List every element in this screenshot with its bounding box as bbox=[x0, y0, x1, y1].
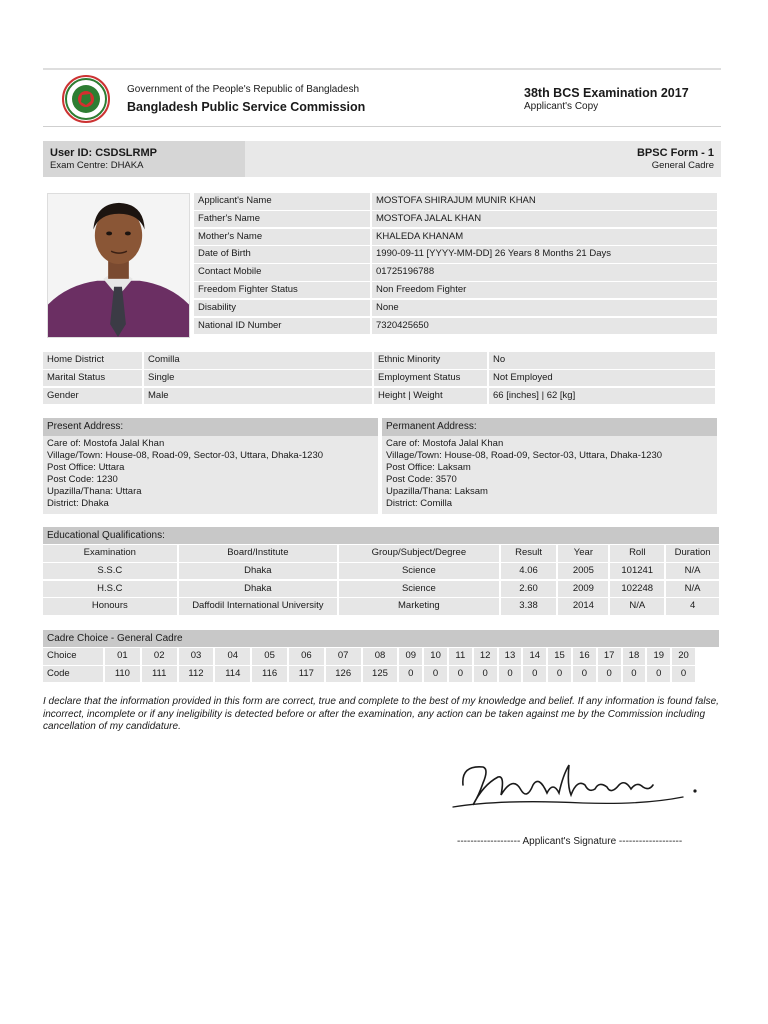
personal-row bbox=[194, 264, 717, 281]
education-column-header: Group/Subject/Degree bbox=[339, 545, 499, 562]
cadre-choice-row bbox=[43, 648, 719, 665]
permanent-address-line: Post Code: 3570 bbox=[386, 474, 457, 485]
exam-title: 38th BCS Examination 2017 bbox=[524, 86, 689, 100]
exam-centre: Exam Centre: DHAKA bbox=[50, 160, 144, 171]
personal-row bbox=[194, 211, 717, 228]
education-cell: 2009 bbox=[558, 581, 608, 598]
signature-label: ------------------- Applicant's Signature ------------------- bbox=[457, 836, 683, 847]
cadre-code-value: 111 bbox=[142, 666, 177, 683]
cadre-code-value: 126 bbox=[326, 666, 361, 683]
info-value: Comilla bbox=[144, 352, 372, 369]
government-name: Government of the People's Republic of Bangladesh bbox=[127, 84, 360, 95]
cadre-code-value: 0 bbox=[449, 666, 472, 683]
cadre-code-value: 110 bbox=[105, 666, 140, 683]
cadre-choice-number: 01 bbox=[105, 648, 140, 665]
cadre-code-value: 0 bbox=[672, 666, 695, 683]
cadre-choice-number: 03 bbox=[179, 648, 214, 665]
personal-details-table bbox=[194, 193, 717, 335]
form-info bbox=[637, 147, 714, 171]
cadre-choice-number: 16 bbox=[573, 648, 596, 665]
cadre-choice-number: 05 bbox=[252, 648, 287, 665]
education-cell: Marketing bbox=[339, 598, 499, 615]
info-label: Height | Weight bbox=[374, 388, 487, 405]
cadre-choice-number: 17 bbox=[598, 648, 621, 665]
cadre-choice-section bbox=[43, 630, 719, 684]
cadre-choice-number: 10 bbox=[424, 648, 447, 665]
info-label: Marital Status bbox=[43, 370, 142, 387]
education-cell: Daffodil International University bbox=[179, 598, 338, 615]
personal-row bbox=[194, 318, 717, 335]
info-row bbox=[43, 370, 717, 387]
present-address-line: District: Dhaka bbox=[47, 498, 109, 509]
cadre-choice-heading: Cadre Choice - General Cadre bbox=[43, 630, 719, 647]
copy-label: Applicant's Copy bbox=[524, 101, 599, 112]
personal-label: Date of Birth bbox=[194, 246, 370, 263]
info-value: Single bbox=[144, 370, 372, 387]
present-address-line: Care of: Mostofa Jalal Khan bbox=[47, 438, 165, 449]
personal-label: Freedom Fighter Status bbox=[194, 282, 370, 299]
cadre-code-value: 114 bbox=[215, 666, 250, 683]
info-label: Ethnic Minority bbox=[374, 352, 487, 369]
education-row bbox=[43, 563, 719, 580]
personal-value: MOSTOFA SHIRAJUM MUNIR KHAN bbox=[372, 193, 717, 210]
education-cell: 102248 bbox=[610, 581, 664, 598]
education-cell: 4.06 bbox=[501, 563, 557, 580]
cadre-code-value: 0 bbox=[573, 666, 596, 683]
form-number: BPSC Form - 1 bbox=[636, 147, 714, 159]
education-cell: 4 bbox=[666, 598, 719, 615]
cadre-code-value: 0 bbox=[598, 666, 621, 683]
education-cell: 101241 bbox=[610, 563, 664, 580]
education-header-row bbox=[43, 545, 719, 562]
education-column-header: Result bbox=[501, 545, 557, 562]
declaration-text: I declare that the information provided in this form are correct, true and complete to the best of my knowledge and belief. If any information is found false, incorrect, incomplete or if any ineligibility is detected before or after the examination, any action can be taken against me by the Commission including cancellation of my candidature. bbox=[43, 696, 719, 732]
personal-label: Father's Name bbox=[194, 211, 370, 228]
permanent-address-body bbox=[382, 436, 717, 512]
education-row bbox=[43, 598, 719, 615]
personal-row bbox=[194, 282, 717, 299]
cadre-choice-number: 19 bbox=[647, 648, 670, 665]
info-value: No bbox=[489, 352, 715, 369]
cadre-choice-number: 20 bbox=[672, 648, 695, 665]
education-cell: H.S.C bbox=[43, 581, 177, 598]
personal-value: 7320425650 bbox=[372, 318, 717, 335]
cadre-code-value: 0 bbox=[548, 666, 571, 683]
personal-value: Non Freedom Fighter bbox=[372, 282, 717, 299]
personal-label: Disability bbox=[194, 300, 370, 317]
education-heading: Educational Qualifications: bbox=[43, 527, 719, 544]
education-cell: 3.38 bbox=[501, 598, 557, 615]
applicant-signature bbox=[443, 755, 713, 820]
cadre-choice-number: 11 bbox=[449, 648, 472, 665]
personal-row bbox=[194, 246, 717, 263]
personal-value: None bbox=[372, 300, 717, 317]
education-cell: Science bbox=[339, 563, 499, 580]
education-cell: N/A bbox=[666, 581, 719, 598]
commission-name: Bangladesh Public Service Commission bbox=[127, 100, 366, 114]
permanent-address-line: District: Comilla bbox=[386, 498, 452, 509]
personal-row bbox=[194, 300, 717, 317]
education-column-header: Board/Institute bbox=[179, 545, 338, 562]
education-cell: Science bbox=[339, 581, 499, 598]
cadre-choice-number: 04 bbox=[215, 648, 250, 665]
info-label: Gender bbox=[43, 388, 142, 405]
cadre-code-value: 0 bbox=[499, 666, 522, 683]
personal-value: 01725196788 bbox=[372, 264, 717, 281]
cadre-choice-number: 12 bbox=[474, 648, 497, 665]
education-cell: 2014 bbox=[558, 598, 608, 615]
personal-row bbox=[194, 229, 717, 246]
cadre-choice-number: 14 bbox=[523, 648, 546, 665]
cadre-type: General Cadre bbox=[651, 160, 714, 171]
education-row bbox=[43, 581, 719, 598]
permanent-address-line: Care of: Mostofa Jalal Khan bbox=[386, 438, 504, 449]
info-value: Not Employed bbox=[489, 370, 715, 387]
present-address-line: Post Code: 1230 bbox=[47, 474, 118, 485]
cadre-code-value: 125 bbox=[363, 666, 398, 683]
applicant-photo bbox=[47, 193, 190, 338]
present-address-line: Post Office: Uttara bbox=[47, 462, 125, 473]
info-label: Home District bbox=[43, 352, 142, 369]
education-table bbox=[43, 545, 719, 615]
cadre-choice-number: 08 bbox=[363, 648, 398, 665]
cadre-choice-number: 18 bbox=[623, 648, 646, 665]
personal-value: MOSTOFA JALAL KHAN bbox=[372, 211, 717, 228]
education-column-header: Roll bbox=[610, 545, 664, 562]
info-row bbox=[43, 388, 717, 405]
cadre-choice-number: 07 bbox=[326, 648, 361, 665]
cadre-choice-number: 13 bbox=[499, 648, 522, 665]
personal-value: KHALEDA KHANAM bbox=[372, 229, 717, 246]
cadre-choice-number: 02 bbox=[142, 648, 177, 665]
permanent-address-line: Post Office: Laksam bbox=[386, 462, 471, 473]
cadre-code-row bbox=[43, 666, 719, 683]
personal-row bbox=[194, 193, 717, 210]
cadre-choice-label: Choice bbox=[43, 648, 103, 665]
cadre-code-label: Code bbox=[43, 666, 103, 683]
cadre-code-value: 0 bbox=[474, 666, 497, 683]
personal-label: Mother's Name bbox=[194, 229, 370, 246]
education-cell: N/A bbox=[666, 563, 719, 580]
cadre-choice-number: 09 bbox=[399, 648, 422, 665]
present-address-body bbox=[43, 436, 378, 512]
cadre-code-value: 0 bbox=[647, 666, 670, 683]
info-label: Employment Status bbox=[374, 370, 487, 387]
education-column-header: Duration bbox=[666, 545, 719, 562]
info-value: 66 [inches] | 62 [kg] bbox=[489, 388, 715, 405]
cadre-choice-table bbox=[43, 648, 719, 682]
info-row bbox=[43, 352, 717, 369]
permanent-address bbox=[382, 418, 717, 514]
education-cell: 2005 bbox=[558, 563, 608, 580]
cadre-code-value: 117 bbox=[289, 666, 324, 683]
personal-label: National ID Number bbox=[194, 318, 370, 335]
education-cell: Honours bbox=[43, 598, 177, 615]
education-cell: N/A bbox=[610, 598, 664, 615]
education-cell: Dhaka bbox=[179, 563, 338, 580]
permanent-address-line: Upazilla/Thana: Laksam bbox=[386, 486, 488, 497]
personal-label: Applicant's Name bbox=[194, 193, 370, 210]
present-address bbox=[43, 418, 378, 514]
document-header bbox=[43, 68, 721, 127]
present-address-line: Upazilla/Thana: Uttara bbox=[47, 486, 142, 497]
user-info-bar bbox=[43, 141, 721, 177]
personal-label: Contact Mobile bbox=[194, 264, 370, 281]
education-column-header: Examination bbox=[43, 545, 177, 562]
info-value: Male bbox=[144, 388, 372, 405]
user-id-box bbox=[43, 141, 245, 177]
present-address-line: Village/Town: House-08, Road-09, Sector-03, Uttara, Dhaka-1230 bbox=[47, 450, 324, 461]
user-id: User ID: CSDSLRMP bbox=[50, 147, 157, 159]
education-column-header: Year bbox=[558, 545, 608, 562]
cadre-code-value: 0 bbox=[424, 666, 447, 683]
education-cell: 2.60 bbox=[501, 581, 557, 598]
education-cell: S.S.C bbox=[43, 563, 177, 580]
permanent-address-heading: Permanent Address: bbox=[382, 418, 717, 436]
education-section bbox=[43, 527, 719, 616]
personal-value: 1990-09-11 [YYYY-MM-DD] 26 Years 8 Months 21 Days bbox=[372, 246, 717, 263]
cadre-choice-number: 15 bbox=[548, 648, 571, 665]
cadre-code-value: 0 bbox=[623, 666, 646, 683]
cadre-code-value: 116 bbox=[252, 666, 287, 683]
permanent-address-line: Village/Town: House-08, Road-09, Sector-03, Uttara, Dhaka-1230 bbox=[386, 450, 663, 461]
education-cell: Dhaka bbox=[179, 581, 338, 598]
bpsc-logo-icon bbox=[62, 75, 110, 123]
present-address-heading: Present Address: bbox=[43, 418, 378, 436]
cadre-code-value: 112 bbox=[179, 666, 214, 683]
additional-info-table bbox=[43, 352, 717, 405]
cadre-code-value: 0 bbox=[523, 666, 546, 683]
cadre-choice-number: 06 bbox=[289, 648, 324, 665]
cadre-code-value: 0 bbox=[399, 666, 422, 683]
